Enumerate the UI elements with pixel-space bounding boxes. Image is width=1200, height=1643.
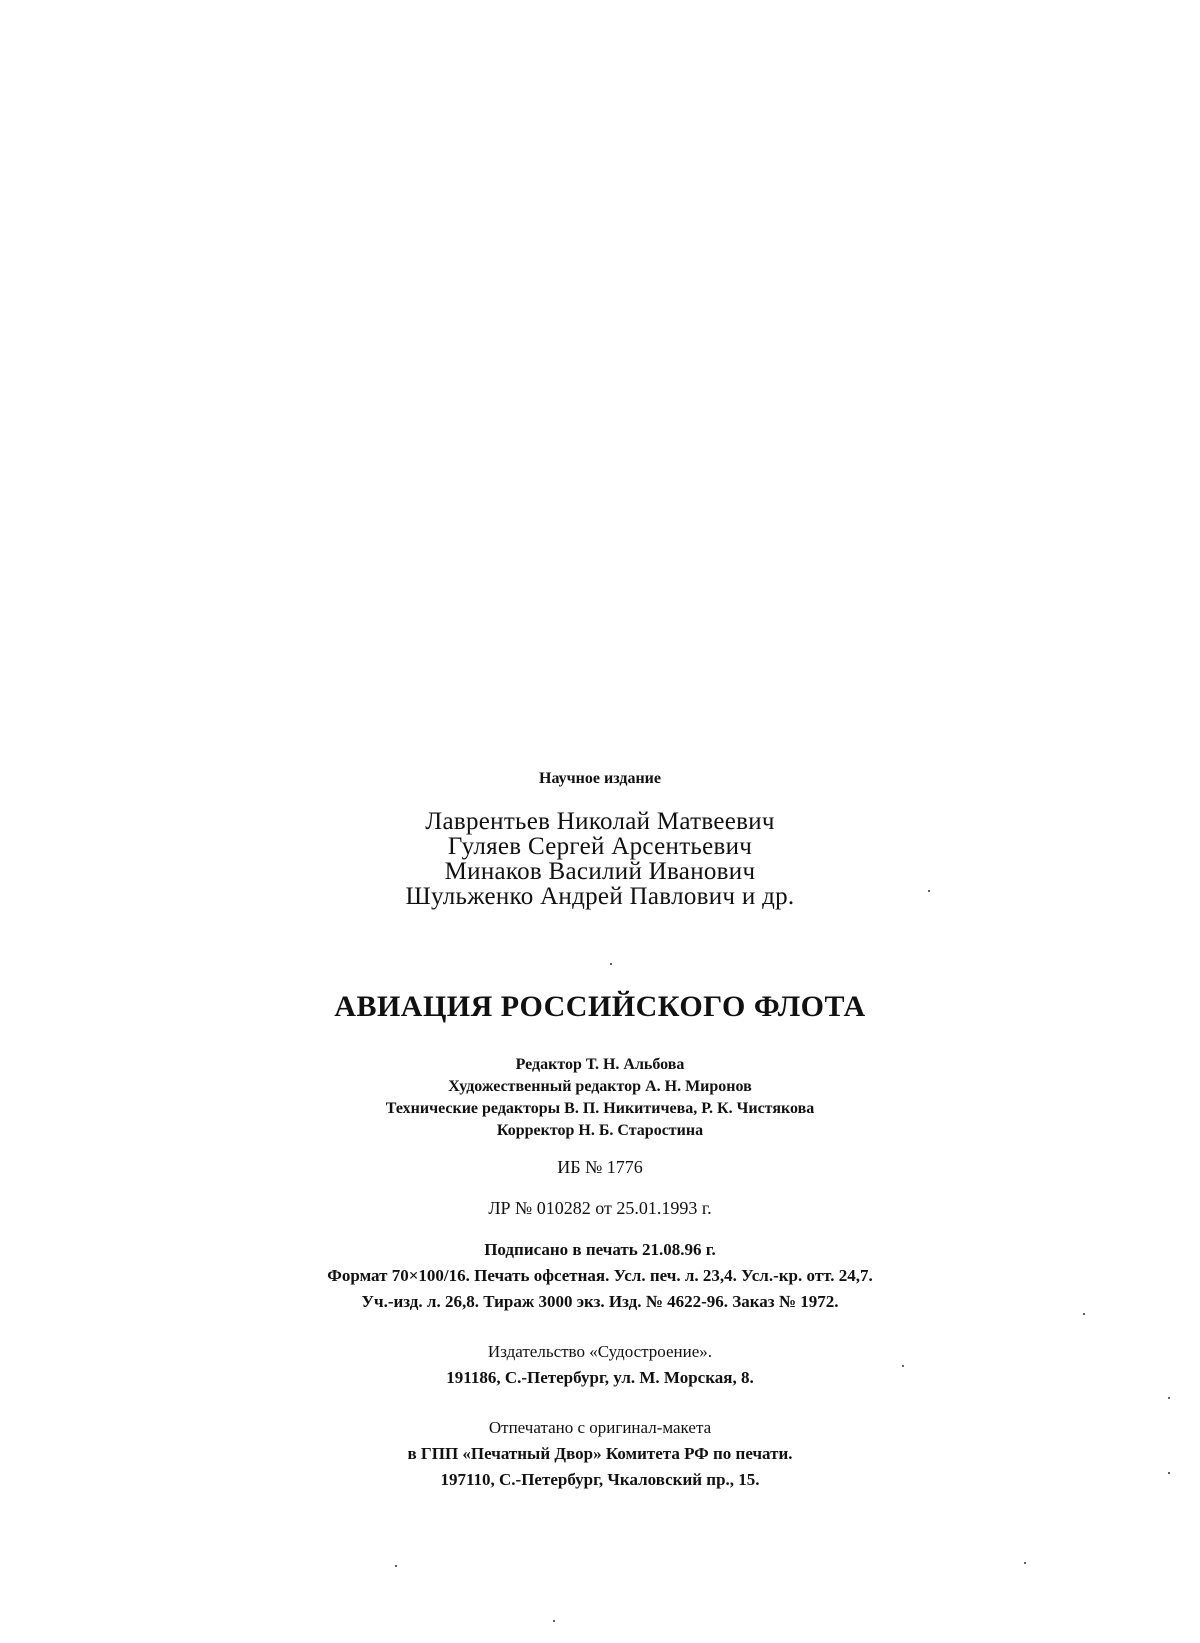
proofreader-credit: Корректор Н. Б. Старостина xyxy=(496,1122,704,1139)
publisher-name: Издательство «Судостроение». xyxy=(487,1342,713,1361)
scan-speck xyxy=(1083,1313,1085,1315)
scan-speck xyxy=(553,1620,555,1622)
scan-speck xyxy=(1168,1397,1170,1399)
scan-speck xyxy=(610,963,612,965)
printer-address: 197110, С.-Петербург, Чкаловский пр., 15. xyxy=(440,1470,760,1489)
scan-speck xyxy=(395,1565,397,1567)
publisher-address: 191186, С.-Петербург, ул. М. Морская, 8. xyxy=(446,1368,754,1387)
lr-number: ЛР № 010282 от 25.01.1993 г. xyxy=(488,1198,712,1218)
scan-speck xyxy=(1024,1562,1026,1564)
book-title: АВИАЦИЯ РОССИЙСКОГО ФЛОТА xyxy=(334,990,866,1023)
ib-number: ИБ № 1776 xyxy=(557,1157,643,1177)
technical-editors-credit: Технические редакторы В. П. Никитичева, Р. К. Чистякова xyxy=(385,1100,815,1117)
scan-speck xyxy=(1168,1472,1170,1474)
author-name: Шульженко Андрей Павлович и др. xyxy=(405,883,795,910)
scan-speck xyxy=(928,890,930,892)
format-details: Формат 70×100/16. Печать офсетная. Усл. печ. л. 23,4. Усл.-кр. отт. 24,7. xyxy=(327,1266,873,1285)
art-editor-credit: Художественный редактор А. Н. Миронов xyxy=(448,1078,752,1095)
author-name: Гуляев Сергей Арсентьевич xyxy=(447,833,753,860)
scan-speck xyxy=(902,1365,904,1367)
author-name: Минаков Василий Иванович xyxy=(444,858,756,885)
editor-credit: Редактор Т. Н. Альбова xyxy=(515,1056,685,1073)
printer-name: в ГПП «Печатный Двор» Комитета РФ по печати. xyxy=(407,1444,793,1463)
signed-to-print: Подписано в печать 21.08.96 г. xyxy=(484,1240,716,1259)
author-name: Лаврентьев Николай Матвеевич xyxy=(425,808,775,835)
printer-note: Отпечатано с оригинал-макета xyxy=(488,1418,712,1437)
edition-type: Научное издание xyxy=(539,770,661,787)
circulation-details: Уч.-изд. л. 26,8. Тираж 3000 экз. Изд. № 4622-96. Заказ № 1972. xyxy=(361,1292,839,1311)
